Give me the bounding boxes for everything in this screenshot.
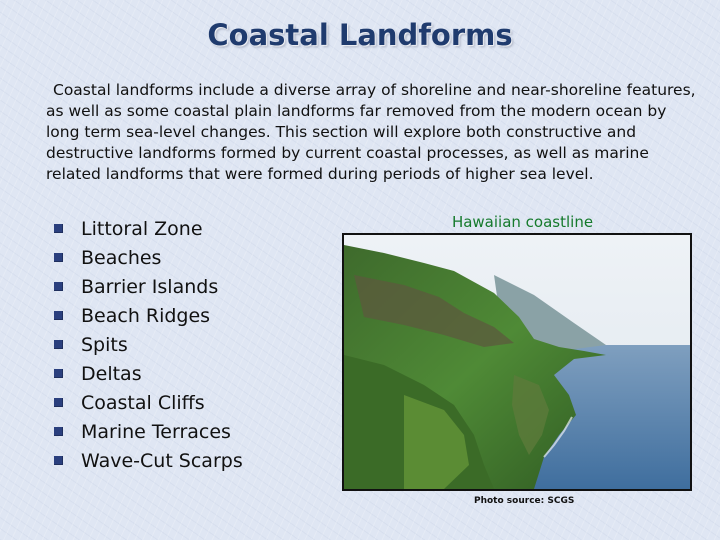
list-item — [54, 388, 243, 417]
bullet-square-icon — [54, 427, 63, 436]
list-item-label: Coastal Cliffs — [81, 391, 205, 414]
list-item — [54, 272, 243, 301]
list-item-label: Littoral Zone — [81, 217, 203, 240]
list-item — [54, 330, 243, 359]
bullet-square-icon — [54, 369, 63, 378]
list-item-label: Beaches — [81, 246, 162, 269]
bullet-square-icon — [54, 340, 63, 349]
list-item-label: Wave-Cut Scarps — [81, 449, 243, 472]
list-item-label: Beach Ridges — [81, 304, 211, 327]
list-item — [54, 359, 243, 388]
slide-title: Coastal Landforms — [207, 18, 513, 52]
list-item — [54, 417, 243, 446]
coastline-illustration — [344, 235, 690, 489]
photo-source: Photo source: SCGS — [474, 496, 575, 506]
intro-paragraph — [46, 80, 696, 185]
list-item-label: Spits — [81, 333, 128, 356]
bullet-square-icon — [54, 456, 63, 465]
bullet-square-icon — [54, 253, 63, 262]
list-item — [54, 301, 243, 330]
landform-list — [54, 214, 243, 475]
bullet-square-icon — [54, 282, 63, 291]
list-item — [54, 243, 243, 272]
list-item — [54, 446, 243, 475]
bullet-square-icon — [54, 398, 63, 407]
bullet-square-icon — [54, 311, 63, 320]
bullet-square-icon — [54, 224, 63, 233]
list-item-label: Marine Terraces — [81, 420, 231, 443]
photo-caption: Hawaiian coastline — [451, 213, 594, 231]
coastline-photo — [342, 233, 692, 491]
intro-text: Coastal landforms include a diverse array of shoreline and near-shoreline features, as well as some coastal plain landforms far removed from the modern ocean by long term sea-level changes. This section will explore both constructive and destructive landforms formed by current coastal processes, as well as marine related landforms that were formed during periods of higher sea level. — [46, 81, 696, 183]
list-item-label: Barrier Islands — [81, 275, 219, 298]
list-item-label: Deltas — [81, 362, 142, 385]
list-item — [54, 214, 243, 243]
